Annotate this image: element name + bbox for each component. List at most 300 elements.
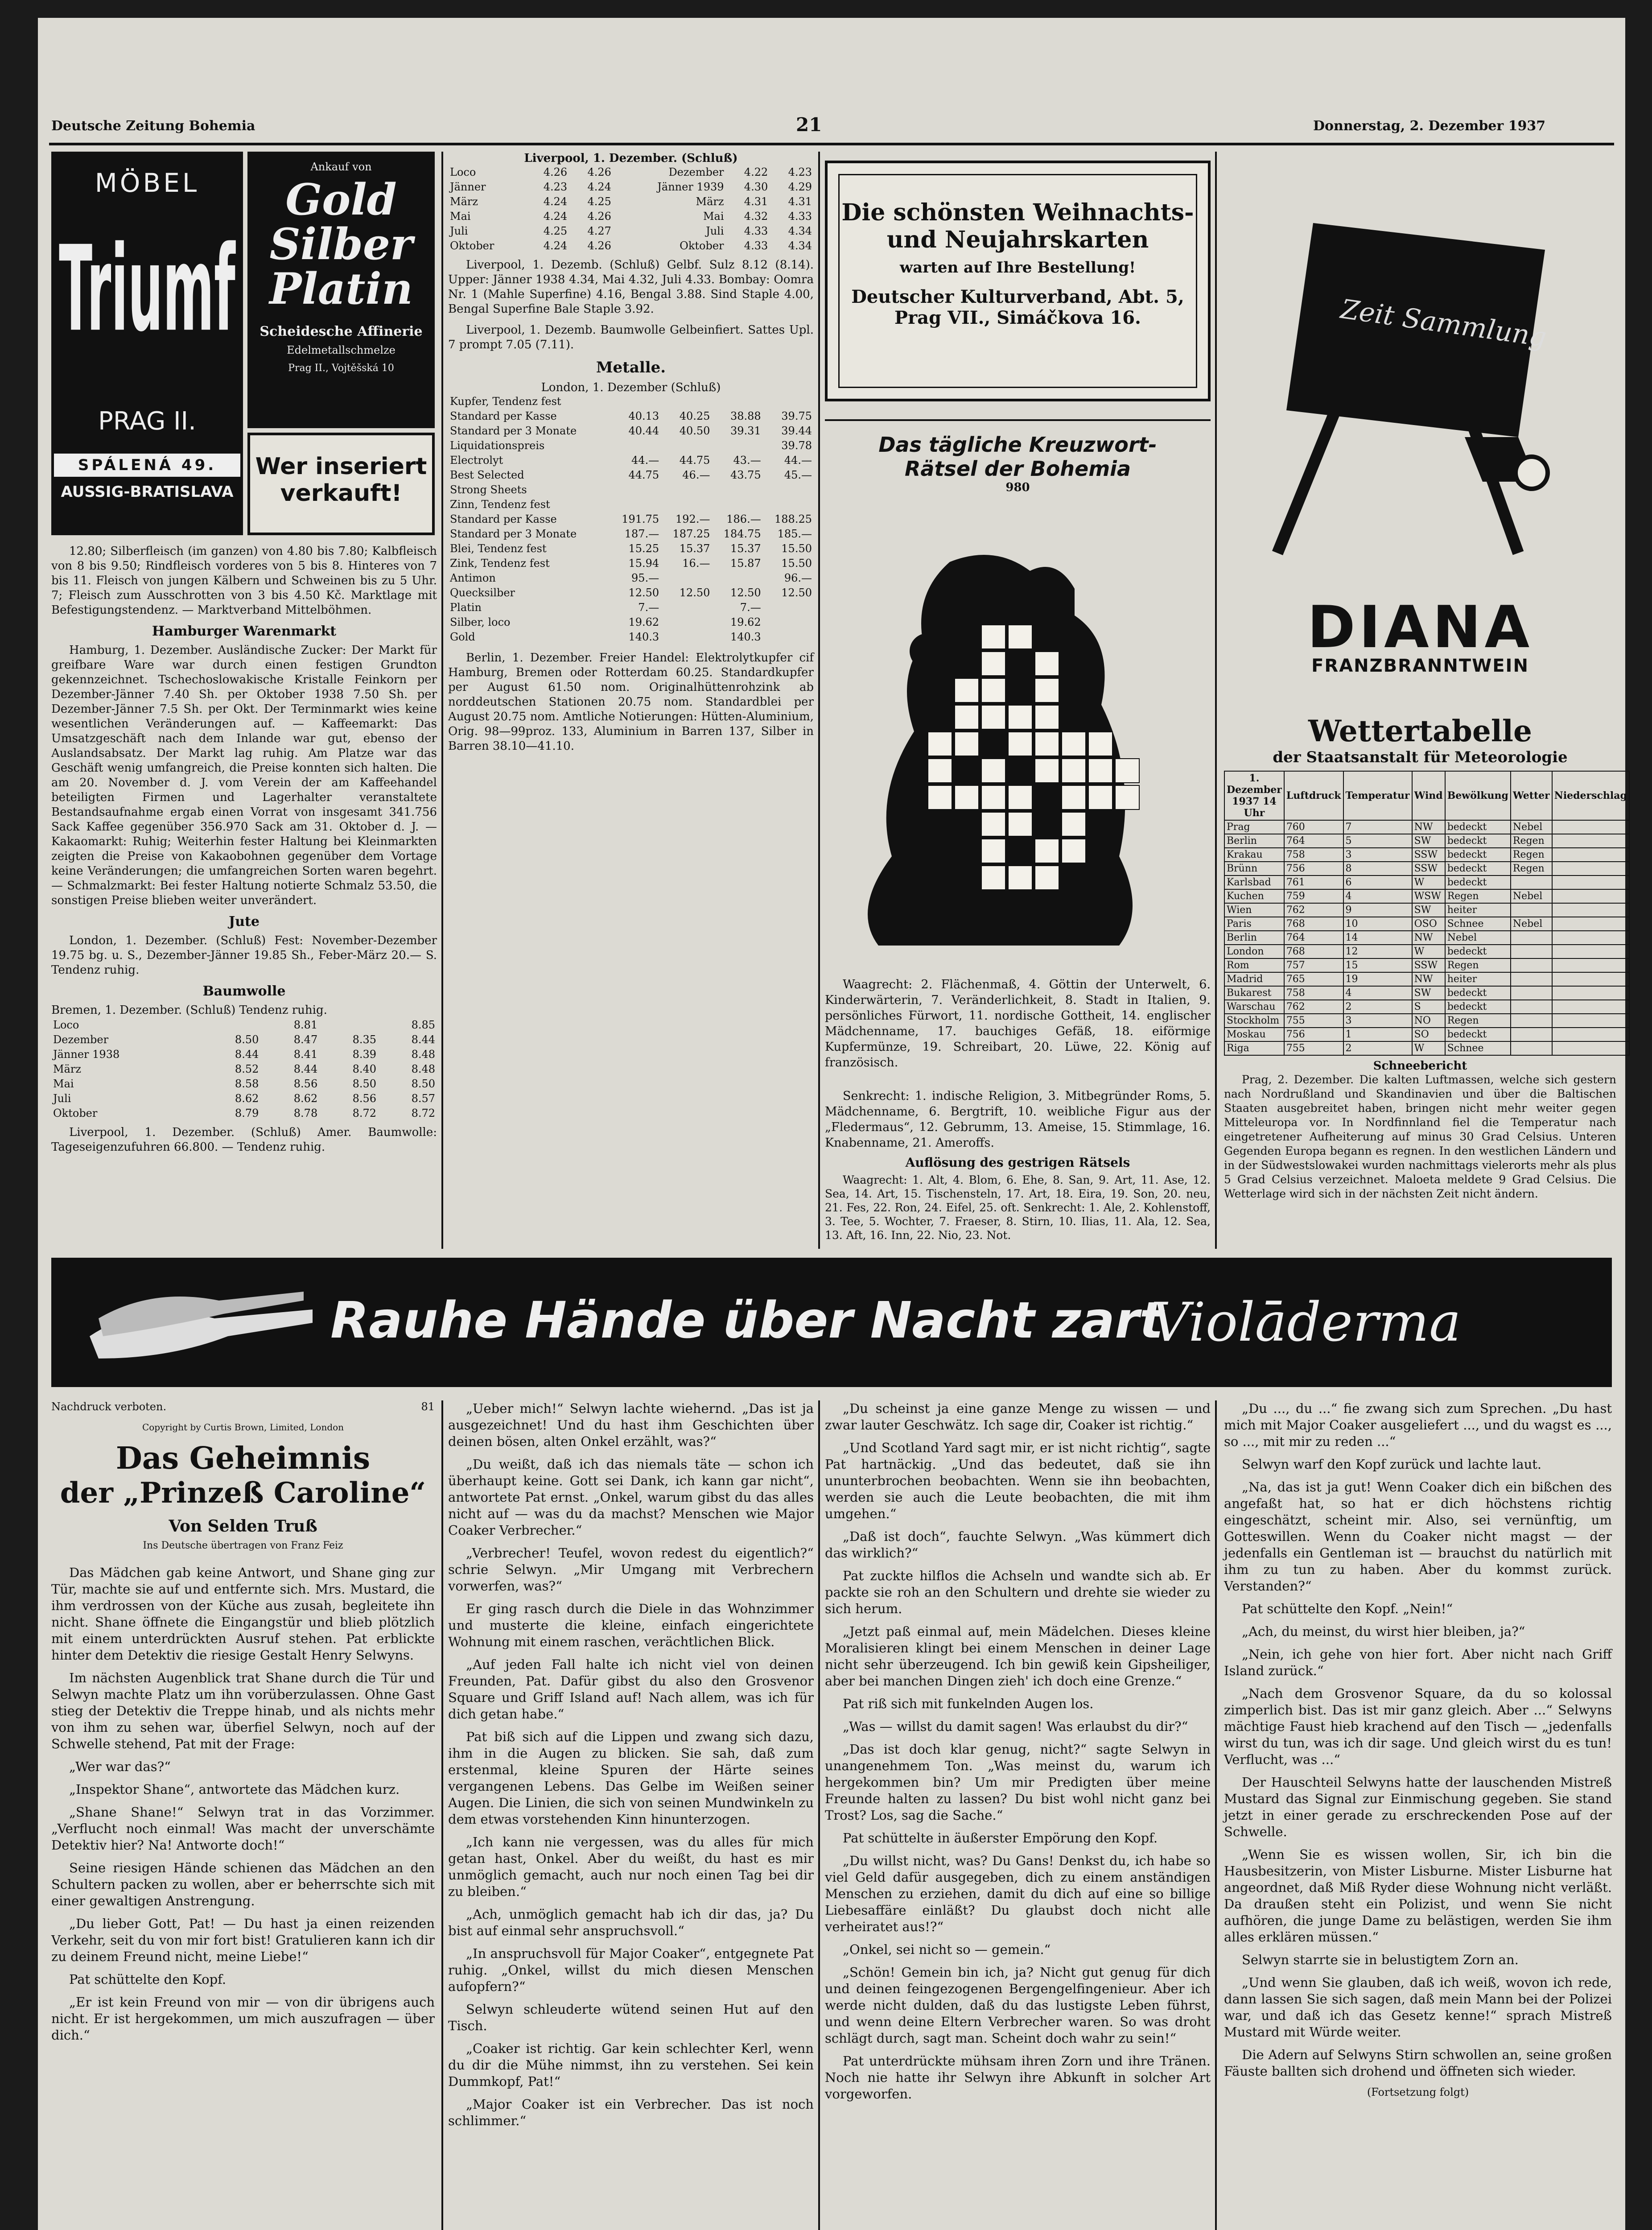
- weather-cell: SSW: [1412, 848, 1445, 862]
- weather-cell: Schnee: [1445, 917, 1511, 931]
- table-cell: 4.26: [587, 240, 611, 252]
- weather-row: [1224, 862, 1629, 875]
- crossword-down: Senkrecht: 1. indische Religion, 3. Mitbegründer Roms, 5. Mädchenname, 6. Bergtrift, 10. weibliche Figur aus der „Fledermaus“, 12. Gebrumm, 13. Ameise, 15. Stimmlage, 16. Knabenname, 21. Ameroffs.: [825, 1089, 1211, 1150]
- weather-row: [1224, 931, 1629, 945]
- crossword-cell: [1008, 812, 1033, 837]
- weather-cell: [1511, 931, 1552, 945]
- weather-foot-title: Schneebericht: [1373, 1059, 1467, 1073]
- table-cell: 8.44: [235, 1048, 259, 1061]
- crossword-cell: [954, 651, 979, 676]
- crossword-cell: [954, 865, 979, 890]
- crossword-cell: [1088, 865, 1113, 890]
- weather-cell: Karlsbad: [1224, 875, 1284, 889]
- metal-row: [448, 453, 814, 468]
- weather-cell: 4: [1343, 889, 1412, 903]
- weather-cell: Berlin: [1224, 931, 1284, 945]
- diana-bottle-seal: [1516, 457, 1548, 489]
- table-cell: Zinn, Tendenz fest: [450, 498, 550, 511]
- gold-word: Gold: [285, 174, 397, 225]
- table-cell: 40.13: [628, 410, 659, 422]
- table-cell: 8.85: [411, 1019, 435, 1031]
- crossword-across: Waagrecht: 2. Flächenmaß, 4. Göttin der Unterwelt, 6. Kinderwärterin, 7. Veränderlichkeit, 8. Stadt in Italien, 9. persönliches Fürwort, 11. nordische Gottheit, 14. englischer Mädchenname, 17. bauchiges Gefäß, 18. eiförmige Kupfermünze, 19. Schreibart, 20. Lüwe, 22. König auf französisch.: [825, 978, 1211, 1070]
- moebel-triumf-ad: [51, 152, 243, 535]
- table-cell: 192.—: [676, 513, 710, 525]
- banner-brand: Violāderma: [1151, 1292, 1461, 1354]
- table-cell: 8.47: [293, 1033, 318, 1046]
- weather-cell: 14: [1343, 931, 1412, 945]
- crossword-cell: [927, 865, 952, 890]
- weather-row: [1224, 1028, 1629, 1041]
- weather-col-header: Bewölkung: [1445, 771, 1511, 820]
- metal-row: [448, 394, 814, 409]
- weather-cell: 760: [1284, 820, 1343, 834]
- weather-cell: Paris: [1224, 917, 1284, 931]
- weather-col-header: Wind: [1412, 771, 1445, 820]
- table-cell: [763, 615, 814, 630]
- table-cell: 96.—: [784, 572, 812, 584]
- crossword-cell: [1115, 758, 1140, 783]
- novel-paragraph: „Inspektor Shane“, antwortete das Mädchen kurz.: [69, 1782, 400, 1797]
- weather-cell: Regen: [1445, 958, 1511, 972]
- table-cell: Jänner 1939: [657, 181, 724, 193]
- crossword-cell: [927, 624, 952, 649]
- jute-text: London, 1. Dezember. (Schluß) Fest: November-Dezember 19.75 bg. u. S., Dezember-Jänner 19.85 Sh., Feber-März 20.— S. Tendenz ruhig.: [51, 934, 437, 977]
- crossword-cell: [1008, 785, 1033, 810]
- table-cell: März: [696, 195, 724, 208]
- novel-paragraph: „Du lieber Gott, Pat! — Du hast ja einen reizenden Verkehr, seit du von mir fort bist! Gratulieren kann ich dir zu deinem Freund nicht, meine Liebe!“: [51, 1916, 435, 1964]
- continued-note: (Fortsetzung folgt): [1367, 2086, 1469, 2098]
- table-cell: 40.25: [679, 410, 710, 422]
- table-cell: Mai: [703, 210, 724, 223]
- table-cell: Electrolyt: [450, 454, 503, 467]
- triumf-logo: Triumf: [59, 220, 235, 358]
- novel-paragraph: „Nach dem Grosvenor Square, da du so kolossal zimperlich bist. Das ist mir ganz gleich. Aber ...“ Selwyns mächtige Faust hieb krachend auf den Tisch — „jedenfalls wirst du tun, was ich dir sage. Und gleich wirst du es tun! Verflucht, was ...“: [1224, 1686, 1612, 1767]
- table-cell: 15.94: [628, 557, 659, 570]
- liverpool-row: [448, 209, 814, 224]
- column-divider: [441, 152, 443, 1249]
- novel-paragraph: „Du weißt, daß ich das niemals täte — schon ich überhaupt keine. Gott sei Dank, ich kann gar nicht“, antwortete Pat ernst. „Onkel, warum gibst du das alles nicht auf — was du da machst? Menschen wie Major Coaker Verbrecher.“: [448, 1457, 814, 1538]
- weather-cell: 3: [1343, 1014, 1412, 1028]
- weather-cell: NW: [1412, 931, 1445, 945]
- table-cell: 8.57: [411, 1092, 435, 1105]
- crossword-cell: [1061, 838, 1086, 863]
- table-cell: 187.—: [624, 528, 659, 540]
- novel-paragraph: „In anspruchsvoll für Major Coaker“, entgegnete Pat ruhig. „Onkel, willst du mich diesen Menschen aufopfern?“: [448, 1946, 814, 1994]
- table-cell: 8.44: [411, 1033, 435, 1046]
- weather-cell: Warschau: [1224, 1000, 1284, 1014]
- table-cell: 4.24: [543, 195, 568, 208]
- weather-cell: 2: [1343, 1000, 1412, 1014]
- weather-cell: 768: [1284, 945, 1343, 958]
- novel-paragraph: Pat unterdrückte mühsam ihren Zorn und ihre Tränen. Noch nie hatte ihr Selwyn ihre Abkunft in solcher Art vorgeworfen.: [825, 2053, 1211, 2102]
- novel-paragraph: „Was — willst du damit sagen! Was erlaubst du dir?“: [843, 1719, 1188, 1734]
- novel-paragraph: Selwyn starrte sie in belustigtem Zorn an.: [1242, 1952, 1519, 1967]
- weather-row: [1224, 958, 1629, 972]
- crossword-number: 980: [1005, 481, 1030, 494]
- weather-cell: 759: [1284, 889, 1343, 903]
- table-cell: März: [450, 195, 478, 208]
- table-cell: Juli: [450, 225, 468, 237]
- weather-row: [1224, 903, 1629, 917]
- table-cell: 8.44: [293, 1063, 318, 1075]
- crossword-cell: [1088, 651, 1113, 676]
- table-cell: Loco: [450, 166, 476, 178]
- novel-paragraph: Pat zuckte hilflos die Achseln und wandte sich ab. Er packte sie roh an den Schultern und drehte sie wieder zu sich herum.: [825, 1568, 1211, 1616]
- table-cell: 4.29: [788, 181, 812, 193]
- novel-author: Von Selden Truß: [169, 1517, 317, 1536]
- crossword-cell: [1008, 651, 1033, 676]
- table-cell: 46.—: [682, 469, 710, 481]
- table-cell: 4.23: [788, 166, 812, 178]
- novel-paragraph: „Verbrecher! Teufel, wovon redest du eigentlich?“ schrie Selwyn. „Mir Umgang mit Verbrechern vorwerfen, was?“: [448, 1545, 814, 1594]
- metal-row: [448, 586, 814, 600]
- table-cell: 44.—: [784, 454, 812, 467]
- crossword-cell: [954, 758, 979, 783]
- crossword-cell: [981, 651, 1006, 676]
- table-cell: 4.22: [744, 166, 768, 178]
- table-cell: Best Selected: [450, 469, 524, 481]
- table-cell: 8.72: [411, 1107, 435, 1119]
- table-cell: [661, 483, 712, 497]
- crossword-cell: [1008, 705, 1033, 730]
- table-cell: Juli: [706, 225, 724, 237]
- table-cell: [661, 394, 712, 409]
- table-cell: 4.27: [587, 225, 611, 237]
- weather-cell: Regen: [1511, 848, 1552, 862]
- gold-ad-firm: Scheidesche Affinerie: [260, 324, 423, 339]
- gold-silber-ad: [247, 152, 435, 428]
- table-cell: 44.—: [631, 454, 659, 467]
- metal-row: [448, 438, 814, 453]
- crossword-cell: [1088, 758, 1113, 783]
- table-cell: 7.—: [638, 601, 659, 614]
- novel-paragraph: „Shane Shane!“ Selwyn trat in das Vorzimmer. „Verflucht noch einmal! Was macht der unverschämte Detektiv hier? Na! Antworte doch!“: [51, 1805, 435, 1853]
- crossword-cell: [1008, 731, 1033, 756]
- weather-cell: SW: [1412, 834, 1445, 848]
- gold-ad-address: Prag II., Vojtěšská 10: [288, 363, 394, 374]
- easel-leg: [1277, 410, 1335, 553]
- table-cell: [712, 571, 762, 586]
- crossword-cell: [1115, 812, 1140, 837]
- installment-number: 81: [421, 1400, 435, 1413]
- weather-cell: 762: [1284, 1000, 1343, 1014]
- weather-cell: Schnee: [1445, 1041, 1511, 1055]
- table-cell: [712, 394, 762, 409]
- table-cell: Silber, loco: [450, 616, 511, 628]
- weather-cell: [1511, 903, 1552, 917]
- weather-cell: 1: [1343, 1028, 1412, 1041]
- liverpool-2: Liverpool, 1. Dezemb. Baumwolle Gelbeinfiert. Sattes Upl. 7 prompt 7.05 (7.11).: [448, 323, 814, 351]
- crossword-cell: [981, 731, 1006, 756]
- weather-cell: W: [1412, 945, 1445, 958]
- weather-cell: SSW: [1412, 862, 1445, 875]
- weather-cell: Nebel: [1511, 917, 1552, 931]
- table-cell: 4.23: [543, 181, 568, 193]
- crossword-cell: [1061, 785, 1086, 810]
- weather-cell: S: [1412, 1000, 1445, 1014]
- novel-paragraph: Der Hauschteil Selwyns hatte der lauschenden Mistreß Mustard das Signal zur Einmischung gegeben. Sie stand jetzt in einer gerade zu erschreckenden Pose auf der Schwelle.: [1224, 1775, 1612, 1839]
- weather-cell: bedeckt: [1445, 820, 1511, 834]
- newspaper-page: [38, 18, 1625, 2230]
- diana-sub: FRANZBRANNTWEIN: [1311, 656, 1529, 676]
- bremen-head: Bremen, 1. Dezember. (Schluß) Tendenz ruhig.: [51, 1004, 327, 1017]
- baumwolle-row: [51, 1047, 437, 1062]
- crossword-cell: [1008, 838, 1033, 863]
- weather-cell: 10: [1343, 917, 1412, 931]
- berlin-metal-text: Berlin, 1. Dezember. Freier Handel: Elektrolytkupfer cif Hamburg, Bremen oder Rotterdam 60.25. Standardkupfer per August 61.50 nom. Originalhüttenrohzink ab norddeutschen Stationen 20.75 nom. Standardblei per August 20.75 nom. Amtliche Notierungen: Hütten-Aluminium, Orig. 98—99proz. 133, Aluminium in Barren 137, Silber in Barren 38.10—41.10.: [448, 651, 814, 753]
- crossword-cell: [1088, 785, 1113, 810]
- table-cell: 44.75: [628, 469, 659, 481]
- column-divider: [1215, 1400, 1217, 2230]
- table-cell: 12.50: [628, 586, 659, 599]
- table-cell: 45.—: [784, 469, 812, 481]
- weather-cell: 9: [1343, 903, 1412, 917]
- weather-cell: NW: [1412, 820, 1445, 834]
- crossword-cell: [1034, 838, 1059, 863]
- weather-cell: Nebel: [1511, 820, 1552, 834]
- crossword-cell: [1115, 705, 1140, 730]
- novel-paragraph: „Auf jeden Fall halte ich nicht viel von deinen Freunden, Pat. Dafür gibst du also den Grosvenor Square und Griff Island auf! Nach allem, was ich für dich getan habe.“: [448, 1657, 814, 1722]
- crossword-cell: [1034, 812, 1059, 837]
- crossword-cell: [981, 758, 1006, 783]
- table-cell: Mai: [450, 210, 471, 223]
- diana-ad: [1224, 161, 1616, 696]
- novel-paragraph: „Ach, unmöglich gemacht hab ich dir das, ja? Du bist auf einmal sehr anspruchsvoll.“: [448, 1907, 814, 1938]
- table-cell: 8.50: [411, 1078, 435, 1090]
- metal-row: [448, 512, 814, 527]
- crossword-cell: [981, 678, 1006, 703]
- weather-cell: 15: [1343, 958, 1412, 972]
- weather-cell: Prag: [1224, 820, 1284, 834]
- crossword-cell: [1061, 678, 1086, 703]
- novel-paragraph: Im nächsten Augenblick trat Shane durch die Tür und Selwyn machte Platz um ihn vorüberzulassen. Ohne Gast stieg der Detektiv die Treppe hinab, und als nichts mehr von ihm zu sehen war, überfiel Selwyn, noch auf der Schwelle stehend, Pat mit der Frage:: [51, 1670, 435, 1751]
- crossword-cell: [1008, 624, 1033, 649]
- banner-slogan: Rauhe Hände über Nacht zart: [330, 1292, 1164, 1350]
- weather-row: [1224, 986, 1629, 1000]
- novel-paragraph: Das Mädchen gab keine Antwort, und Shane ging zur Tür, machte sie auf und entfernte sich. Mrs. Mustard, die ihm verdrossen von der Küche aus zusah, begleitete ihn nicht. Shane öffnete die Eingangstür und blieb plötzlich mit einem unterdrückten Ausruf stehen. Pat erblickte hinter dem Detektiv die riesige Gestalt Henry Selwyns.: [51, 1565, 435, 1663]
- weather-cell: 5: [1343, 834, 1412, 848]
- weather-col-header: Niederschlag: [1552, 771, 1629, 820]
- crossword-cell: [1061, 731, 1086, 756]
- weather-cell: Krakau: [1224, 848, 1284, 862]
- crossword-solution-title: Auflösung des gestrigen Rätsels: [905, 1155, 1130, 1170]
- table-cell: 8.48: [411, 1048, 435, 1061]
- table-cell: 39.75: [781, 410, 812, 422]
- baumwolle-foot: Liverpool, 1. Dezember. (Schluß) Amer. Baumwolle: Tageseigenzufuhren 66.800. — Tendenz ruhig.: [51, 1126, 437, 1154]
- weather-date-header: 1. Dezember 1937 14 Uhr: [1224, 771, 1284, 820]
- baumwolle-row: [51, 1018, 437, 1032]
- table-cell: 39.78: [781, 439, 812, 452]
- weather-row: [1224, 1000, 1629, 1014]
- weather-cell: 758: [1284, 848, 1343, 862]
- table-cell: 15.87: [730, 557, 761, 570]
- table-cell: 40.50: [679, 425, 710, 437]
- weather-cell: W: [1412, 1041, 1445, 1055]
- weather-row: [1224, 834, 1629, 848]
- weather-cell: Berlin: [1224, 834, 1284, 848]
- table-cell: 140.3: [628, 631, 659, 643]
- table-cell: Quecksilber: [450, 586, 515, 599]
- novel-paragraph: Pat biß sich auf die Lippen und zwang sich dazu, ihm in die Augen zu blicken. Sie sah, daß zum erstenmal, kleine Spuren der Härte seines vergangenen Lebens. Das Gelbe im Weißen seiner Augen. Die Linien, die sich von seinen Mundwinkeln zu dem etwas vorstehenden Kinn hinunterzogen.: [448, 1729, 814, 1827]
- table-cell: 39.44: [781, 425, 812, 437]
- table-cell: Platin: [450, 601, 482, 614]
- novel-paragraph: „Und wenn Sie glauben, daß ich weiß, wovon ich rede, dann lassen Sie sich sagen, daß mein Mann bei der Polizei war, und daß ich das Gesetz kenne!“ sprach Mistreß Mustard mit Würde weiter.: [1224, 1975, 1612, 2040]
- novel-paragraph: Pat riß sich mit funkelnden Augen los.: [843, 1696, 1094, 1711]
- weather-col-header: Wetter: [1511, 771, 1552, 820]
- table-cell: [661, 600, 712, 615]
- weather-cell: bedeckt: [1445, 945, 1511, 958]
- table-cell: [610, 483, 661, 497]
- weather-cell: SSW: [1412, 958, 1445, 972]
- market-left-column: [51, 544, 437, 1244]
- crossword-cell: [981, 785, 1006, 810]
- table-cell: Dezember: [53, 1033, 109, 1046]
- table-cell: 8.50: [235, 1033, 259, 1046]
- baumwolle-row: [51, 1106, 437, 1121]
- table-cell: [610, 497, 661, 512]
- novel-paragraph: Pat schüttelte den Kopf.: [69, 1972, 227, 1987]
- weather-cell: [1511, 1028, 1552, 1041]
- crossword-cell: [1115, 624, 1140, 649]
- crossword-cell: [1034, 731, 1059, 756]
- metal-row: [448, 541, 814, 556]
- crossword-cell: [927, 785, 952, 810]
- crossword-cell: [1115, 651, 1140, 676]
- weather-sub: der Staatsanstalt für Meteorologie: [1273, 748, 1568, 766]
- crossword-cell: [954, 838, 979, 863]
- novel-paragraph: „Major Coaker ist ein Verbrecher. Das ist noch schlimmer.“: [448, 2097, 814, 2128]
- weather-table: [1224, 771, 1630, 1056]
- table-cell: Zink, Tendenz fest: [450, 557, 550, 570]
- weather-cell: London: [1224, 945, 1284, 958]
- table-cell: Kupfer, Tendenz fest: [450, 395, 561, 408]
- crossword-cell: [1061, 705, 1086, 730]
- weather-row: [1224, 945, 1629, 958]
- novel-paragraph: „Wer war das?“: [69, 1759, 171, 1774]
- crossword-cell: [1034, 624, 1059, 649]
- table-cell: Gold: [450, 631, 475, 643]
- weather-row: [1224, 917, 1629, 931]
- weather-cell: Nebel: [1445, 931, 1511, 945]
- crossword-solution: Waagrecht: 1. Alt, 4. Blom, 6. Ehe, 8. San, 9. Art, 11. Ase, 12. Sea, 14. Art, 15. Tischensteln, 17. Art, 18. Eira, 19. Son, 20. neu, 21. Fes, 22. Ron, 24. Eifel, 25. oft. Senkrecht: 1. Ale, 2. Kohlenstoff, 3. Tee, 5. Wochter, 7. Fraeser, 8. Stirn, 10. Ilias, 11. Ala, 12. Sea, 13. Aft, 16. Inn, 22. Nio, 23. Not.: [825, 1173, 1211, 1242]
- weather-cell: WSW: [1412, 889, 1445, 903]
- weather-cell: 755: [1284, 1041, 1343, 1055]
- weather-cell: NO: [1412, 1014, 1445, 1028]
- weather-row: [1224, 820, 1629, 834]
- weather-cell: Stockholm: [1224, 1014, 1284, 1028]
- table-cell: 4.26: [543, 166, 568, 178]
- novel-paragraph: „Das ist doch klar genug, nicht?“ sagte Selwyn in unangenehmem Ton. „Was meinst du, warum ich hergekommen bin? Um mir Predigten über meine Freunde halten zu lassen? Du bist wohl nicht ganz bei Trost? Los, sag die Sache.“: [825, 1742, 1211, 1823]
- table-cell: [712, 483, 762, 497]
- weather-cell: SW: [1412, 903, 1445, 917]
- metal-row: [448, 409, 814, 424]
- weather-row: [1224, 972, 1629, 986]
- weather-cell: 3: [1343, 848, 1412, 862]
- kultur-line4: Deutscher Kulturverband, Abt. 5,: [851, 286, 1184, 307]
- table-cell: Standard per 3 Monate: [450, 528, 577, 540]
- table-cell: 15.37: [730, 542, 761, 555]
- novel-title-1: Das Geheimnis: [115, 1441, 371, 1476]
- kultur-line3: warten auf Ihre Bestellung!: [899, 259, 1136, 277]
- novel-paragraph: Pat schüttelte in äußerster Empörung den Kopf.: [843, 1830, 1158, 1846]
- liverpool-row: [448, 180, 814, 194]
- table-cell: [202, 1018, 261, 1032]
- table-cell: 184.75: [723, 528, 761, 540]
- table-cell: [661, 571, 712, 586]
- liverpool-row: [448, 194, 814, 209]
- table-cell: 39.31: [730, 425, 761, 437]
- table-cell: [712, 497, 762, 512]
- weather-cell: Bukarest: [1224, 986, 1284, 1000]
- table-cell: Mai: [53, 1078, 74, 1090]
- novel-paragraph: „Daß ist doch“, fauchte Selwyn. „Was kümmert dich das wirklich?“: [825, 1529, 1211, 1561]
- table-cell: [610, 438, 661, 453]
- table-cell: 8.62: [235, 1092, 259, 1105]
- diana-card-text: Zeit Sammlung: [1339, 293, 1549, 354]
- table-cell: 8.35: [352, 1033, 377, 1046]
- table-cell: 15.50: [781, 557, 812, 570]
- crossword-cell: [1034, 678, 1059, 703]
- crossword-cell: [981, 838, 1006, 863]
- metal-row: [448, 556, 814, 571]
- weather-col-header: Luftdruck: [1284, 771, 1343, 820]
- moebel-city: PRAG II.: [98, 407, 196, 436]
- table-cell: 95.—: [631, 572, 659, 584]
- table-cell: Oktober: [680, 240, 724, 252]
- kulturverband-ad: [825, 161, 1211, 401]
- baumwolle-row: [51, 1032, 437, 1047]
- weather-cell: bedeckt: [1445, 986, 1511, 1000]
- table-cell: Standard per 3 Monate: [450, 425, 577, 437]
- novel-paragraph: „Ueber mich!“ Selwyn lachte wiehernd. „Das ist ja ausgezeichnet! Und du hast ihm Geschichten über deinen bösen, alten Onkel erzählt, was?“: [448, 1401, 814, 1449]
- novel-paragraph: „Er ist kein Freund von mir — von dir übrigens auch nicht. Er ist hergekommen, um mich auszufragen — über dich.“: [51, 1995, 435, 2043]
- moebel-branches: AUSSIG-BRATISLAVA: [61, 483, 234, 501]
- novel-col-1: [51, 1400, 435, 2230]
- header-rule: [49, 143, 1614, 145]
- moebel-street: SPÁLENÁ 49.: [54, 454, 240, 477]
- platin-word: Platin: [269, 264, 413, 314]
- crossword-cell: [1034, 865, 1059, 890]
- weather-cell: [1511, 958, 1552, 972]
- weather-cell: [1511, 972, 1552, 986]
- weather-cell: [1511, 1014, 1552, 1028]
- crossword-section: [825, 419, 1211, 1244]
- table-cell: Standard per Kasse: [450, 410, 557, 422]
- jute-title: Jute: [229, 914, 260, 929]
- baumwolle-title: Baumwolle: [202, 983, 286, 999]
- novel-paragraph: „Jetzt paß einmal auf, mein Mädelchen. Dieses kleine Moralisieren klingt bei einem Menschen in deiner Lage nicht sehr überzeugend. Ich bin gewiß kein Gipsheiliger, aber bei manchen Dingen zieh' ich doch eine Grenze.“: [825, 1624, 1211, 1689]
- novel-paragraph: „Onkel, sei nicht so — gemein.“: [843, 1942, 1051, 1957]
- weather-cell: Riga: [1224, 1041, 1284, 1055]
- weather-cell: Madrid: [1224, 972, 1284, 986]
- crossword-cell: [927, 812, 952, 837]
- table-cell: 38.88: [730, 410, 761, 422]
- metalle-title: Metalle.: [596, 359, 666, 376]
- weather-row: [1224, 1041, 1629, 1055]
- weather-cell: 12: [1343, 945, 1412, 958]
- column-divider: [441, 1400, 443, 2230]
- crossword-cell: [954, 624, 979, 649]
- weather-cell: OSO: [1412, 917, 1445, 931]
- crossword-cell: [927, 758, 952, 783]
- weather-cell: Nebel: [1511, 889, 1552, 903]
- diana-brand: DIANA: [1307, 593, 1533, 661]
- baumwolle-row: [51, 1062, 437, 1077]
- inserat-line2: verkauft!: [280, 480, 402, 507]
- hands-illustration: [81, 1269, 330, 1376]
- weather-cell: 764: [1284, 931, 1343, 945]
- metal-row: [448, 424, 814, 438]
